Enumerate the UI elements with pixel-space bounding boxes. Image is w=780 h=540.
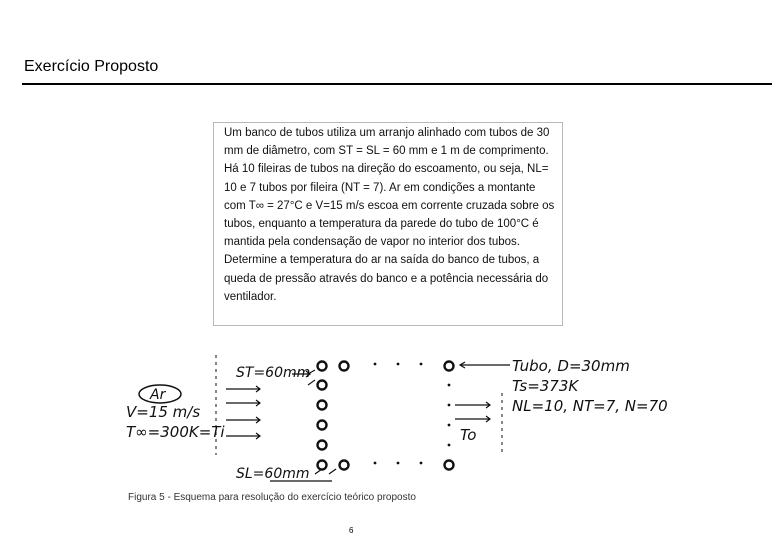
ts-label: Ts=373K — [512, 377, 579, 395]
page-title: Exercício Proposto — [24, 58, 159, 75]
figure-caption: Figura 5 - Esquema para resolução do exercício teórico proposto — [128, 492, 416, 503]
n-label: NL=10, NT=7, N=70 — [512, 397, 668, 415]
st-label: ST=60mm — [236, 365, 311, 381]
problem-text-box: Um banco de tubos utiliza um arranjo alinhado com tubos de 30 mm de diâmetro, com ST = SL = 60 mm e 1 m de comprimento. Há 10 fileiras de tubos na direção do escoamento, ou seja, NL= 10 e 7 tubos por fileira (NT = 7). Ar em condições a montante com T∞ = 27°C e V=15 m/s escoa em corrente cruzada sobre os tubos, enquanto a temperatura da parede do tubo de 100°C é mantida pela condensação de vapor no interior dos tubos. Determine a temperatura do ar na saída do banco de tubos, a queda de pressão através do banco e a potência necessária do ventilador. — [213, 122, 563, 326]
outlet-arrows — [455, 402, 490, 422]
outlet-temp-label: To — [460, 426, 477, 444]
flow-arrows — [226, 386, 260, 439]
sl-label: SL=60mm — [236, 466, 310, 482]
tube-pointer-arrow — [460, 362, 510, 368]
inlet-temp-label: T∞=300K=Ti — [126, 423, 225, 441]
continuation-dots — [374, 363, 451, 465]
title-divider — [22, 83, 772, 85]
tube-column-left — [318, 362, 327, 470]
tube-bank-figure — [110, 345, 670, 510]
page-number: 6 — [349, 526, 354, 535]
velocity-label: V=15 m/s — [126, 403, 201, 421]
tube-label: Tubo, D=30mm — [512, 357, 630, 375]
tube-column-second — [340, 362, 454, 470]
fluid-label: Ar — [150, 387, 166, 403]
